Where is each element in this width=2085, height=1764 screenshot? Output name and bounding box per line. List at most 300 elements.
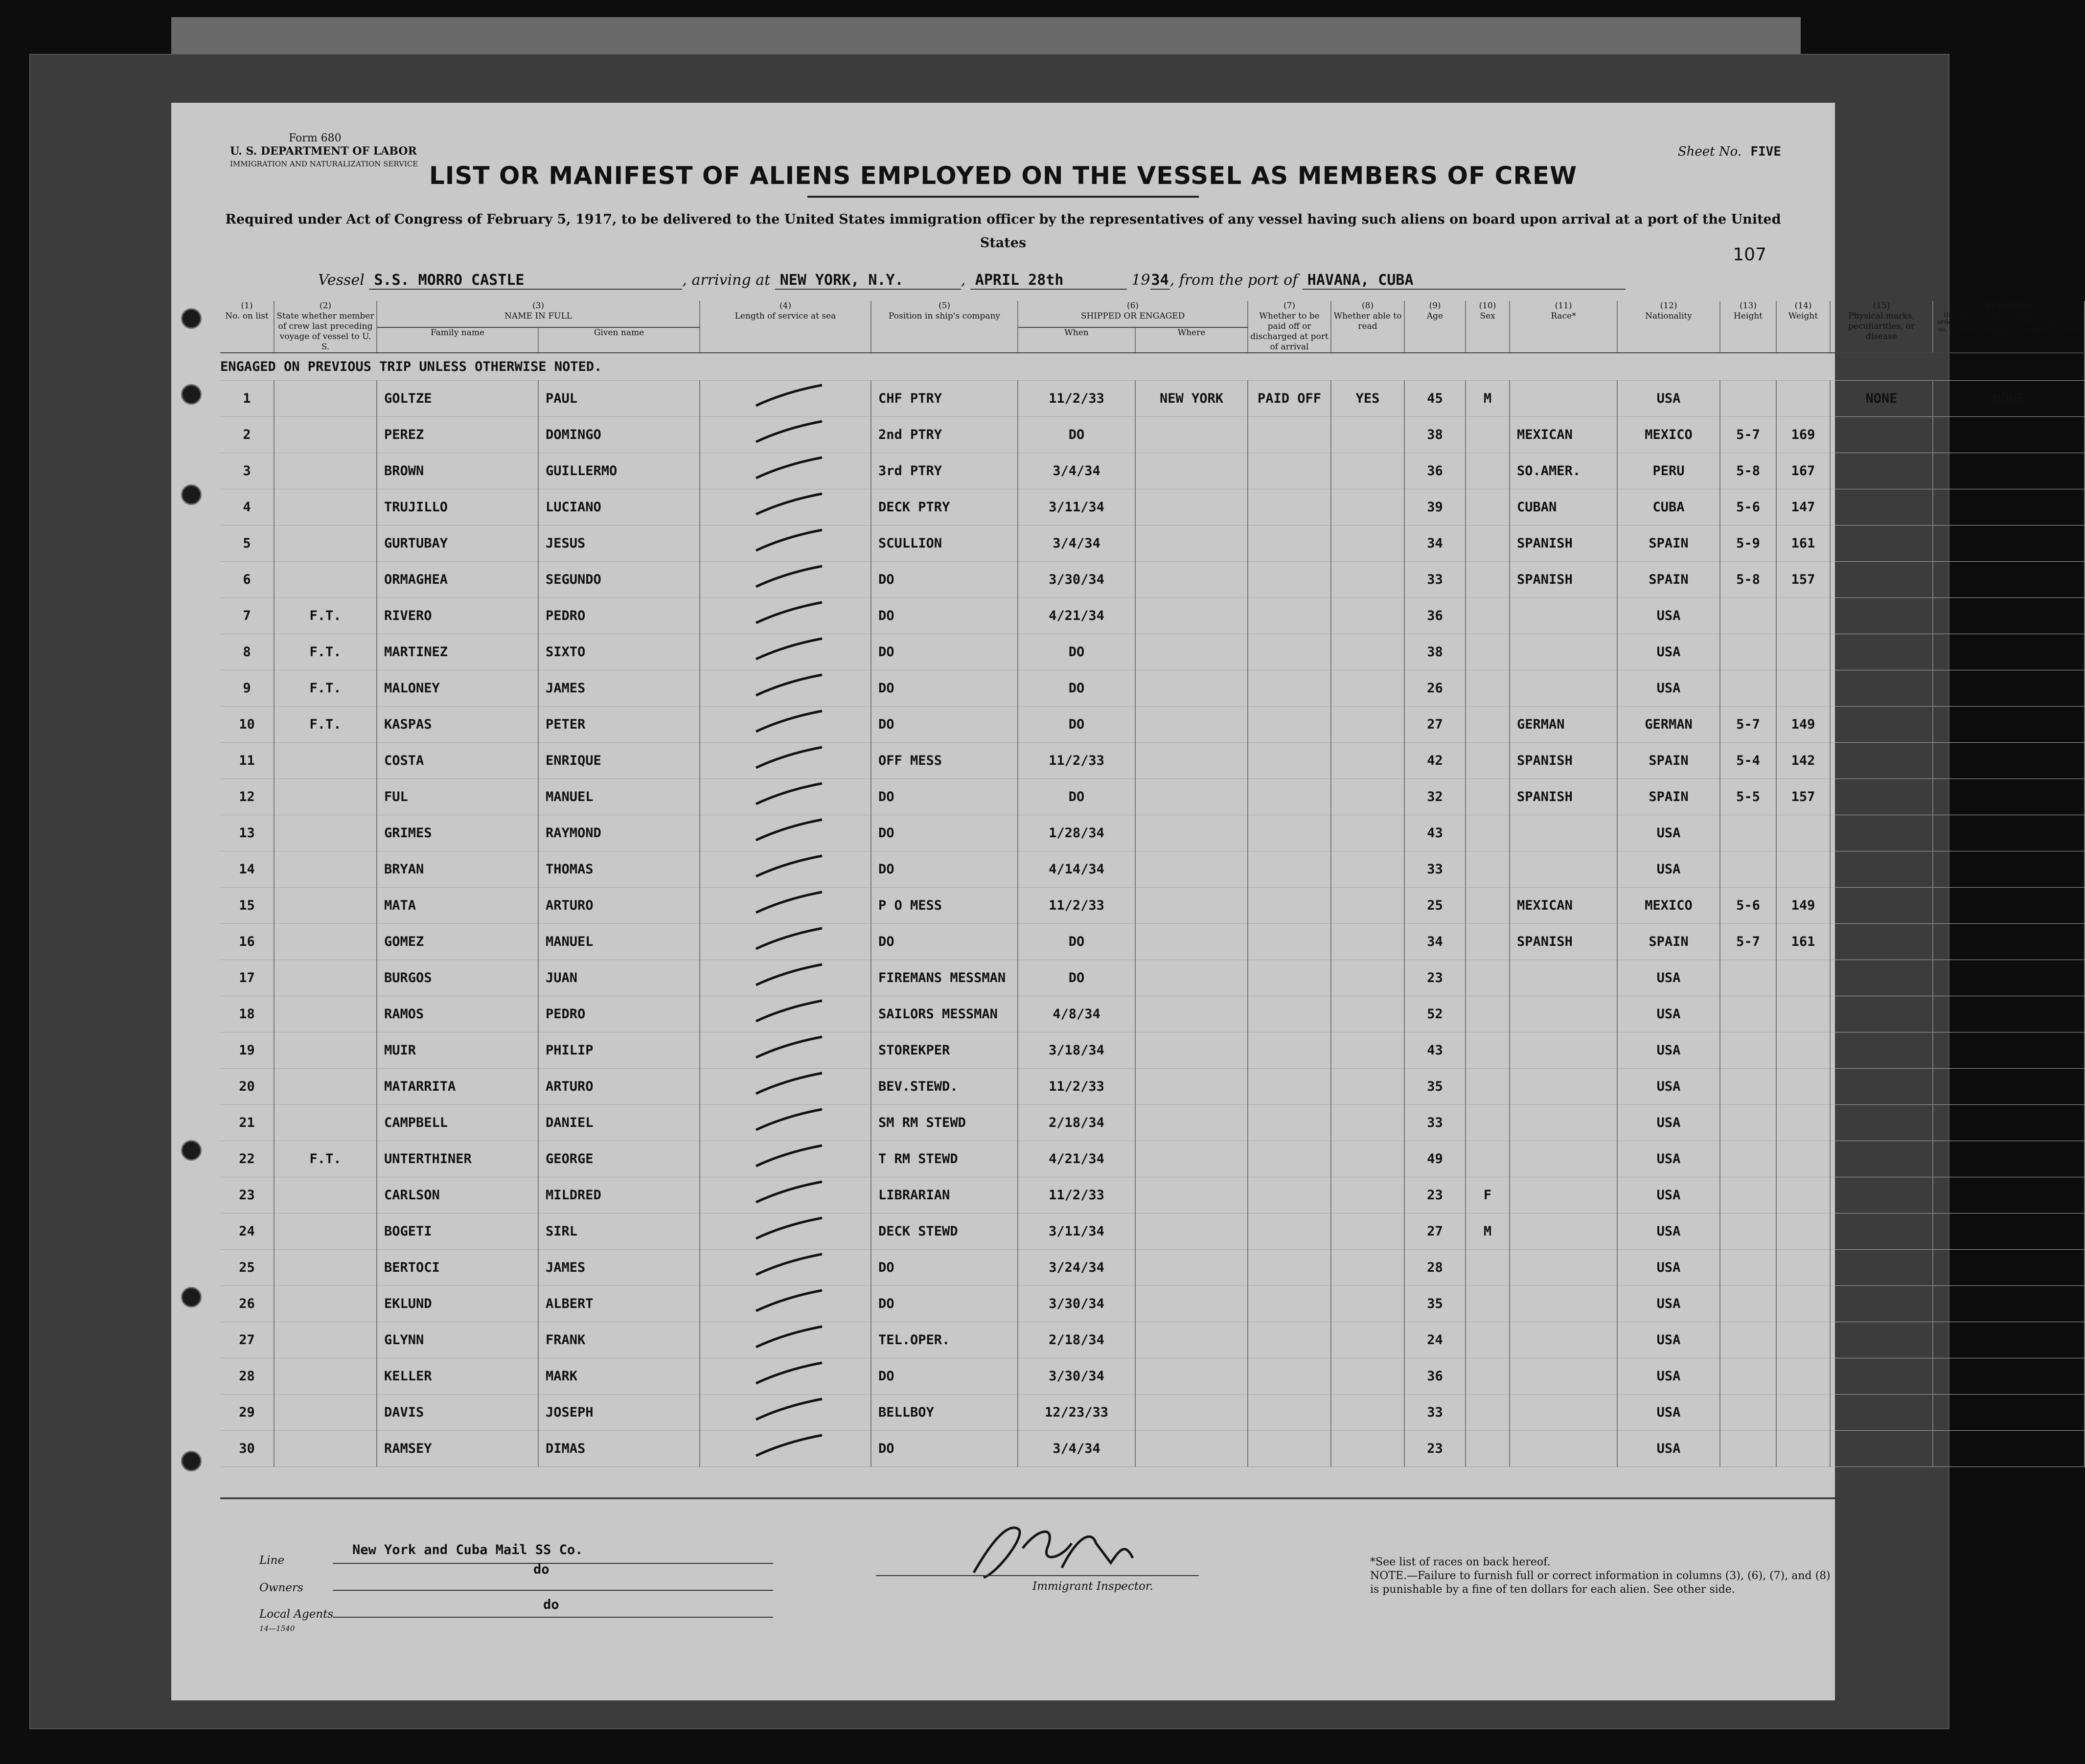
- cell-family-name: GOMEZ: [377, 924, 538, 960]
- cell-family-name: CARLSON: [377, 1177, 538, 1214]
- service-check-mark: [700, 1286, 871, 1322]
- cell-row-state: [274, 888, 377, 924]
- cell-row-state: [274, 960, 377, 996]
- cell-paid-off: [1248, 1395, 1331, 1431]
- sheet-value: FIVE: [1750, 144, 1781, 159]
- cell-given-name: PETER: [538, 707, 700, 743]
- cell-position: DO: [871, 851, 1018, 888]
- cell-age: 38: [1404, 417, 1466, 453]
- cell-height: [1720, 1105, 1776, 1141]
- cell-family-name: KELLER: [377, 1358, 538, 1395]
- cell-shipped-where: [1135, 707, 1248, 743]
- table-row: [220, 634, 2085, 670]
- cell-family-name: FUL: [377, 779, 538, 815]
- owners-label: Owners: [259, 1581, 303, 1594]
- cell-weight: [1776, 1286, 1830, 1322]
- cell-sex: [1466, 960, 1510, 996]
- cell-able-to-read: [1331, 1069, 1404, 1105]
- cell-nationality: MEXICO: [1617, 417, 1720, 453]
- cell-given-name: JAMES: [538, 670, 700, 707]
- cell-race: [1510, 1286, 1617, 1322]
- cell-weight: 142: [1776, 743, 1830, 779]
- cell-race: [1510, 634, 1617, 670]
- cell-able-to-read: [1331, 1322, 1404, 1358]
- cell-row-number: 14: [220, 851, 274, 888]
- cell-position: DO: [871, 598, 1018, 634]
- cell-nationality: USA: [1617, 1141, 1720, 1177]
- cell-given-name: JESUS: [538, 526, 700, 562]
- cell-row-number: 9: [220, 670, 274, 707]
- cell-shipped-where: [1135, 996, 1248, 1032]
- cell-nationality: USA: [1617, 1032, 1720, 1069]
- cell-given-name: ALBERT: [538, 1286, 700, 1322]
- cell-position: FIREMANS MESSMAN: [871, 960, 1018, 996]
- cell-race: MEXICAN: [1510, 888, 1617, 924]
- cell-age: 42: [1404, 743, 1466, 779]
- cell-able-to-read: [1331, 1214, 1404, 1250]
- cell-shipped-when: 12/23/33: [1018, 1395, 1135, 1431]
- agents-underline: [333, 1617, 773, 1618]
- cell-row-state: F.T.: [274, 670, 377, 707]
- line-underline: [333, 1563, 773, 1564]
- cell-age: 36: [1404, 598, 1466, 634]
- cell-position: DO: [871, 707, 1018, 743]
- service-check-mark: [700, 670, 871, 707]
- cell-nationality: USA: [1617, 1431, 1720, 1467]
- cell-shipped-when: 3/4/34: [1018, 1431, 1135, 1467]
- cell-height: [1720, 1250, 1776, 1286]
- cell-sex: [1466, 1286, 1510, 1322]
- cell-row-state: F.T.: [274, 634, 377, 670]
- cell-family-name: MARTINEZ: [377, 634, 538, 670]
- cell-nationality: SPAIN: [1617, 526, 1720, 562]
- cell-row-state: F.T.: [274, 1141, 377, 1177]
- crew-table: [220, 301, 2085, 1467]
- service-check-mark: [700, 1105, 871, 1141]
- cell-able-to-read: [1331, 526, 1404, 562]
- cell-shipped-where: [1135, 1358, 1248, 1395]
- cell-race: [1510, 381, 1617, 417]
- cell-shipped-when: 4/14/34: [1018, 851, 1135, 888]
- cell-position: 3rd PTRY: [871, 453, 1018, 489]
- table-row: [220, 1177, 2085, 1214]
- cell-weight: [1776, 1141, 1830, 1177]
- cell-able-to-read: [1331, 996, 1404, 1032]
- cell-nationality: CUBA: [1617, 489, 1720, 526]
- cell-race: SPANISH: [1510, 743, 1617, 779]
- cell-position: DO: [871, 1286, 1018, 1322]
- cell-weight: [1776, 1431, 1830, 1467]
- cell-shipped-where: [1135, 743, 1248, 779]
- cell-row-number: 12: [220, 779, 274, 815]
- cell-nationality: USA: [1617, 851, 1720, 888]
- cell-shipped-when: 4/21/34: [1018, 1141, 1135, 1177]
- cell-able-to-read: [1331, 851, 1404, 888]
- service-check-mark: [700, 996, 871, 1032]
- where-subheader: Where: [1135, 327, 1248, 353]
- cell-age: 34: [1404, 526, 1466, 562]
- cell-given-name: MANUEL: [538, 779, 700, 815]
- cell-position: DO: [871, 634, 1018, 670]
- cell-race: SPANISH: [1510, 526, 1617, 562]
- cell-able-to-read: [1331, 1395, 1404, 1431]
- arrival-date: APRIL 28th: [970, 272, 1127, 290]
- cell-row-number: 16: [220, 924, 274, 960]
- service-check-mark: [700, 562, 871, 598]
- year-prefix: 19: [1131, 272, 1150, 289]
- cell-sex: [1466, 996, 1510, 1032]
- cell-remarks: [1933, 1395, 2085, 1431]
- cell-able-to-read: [1331, 1105, 1404, 1141]
- cell-physical-marks: [1830, 1141, 1933, 1177]
- cell-physical-marks: [1830, 815, 1933, 851]
- cell-age: 33: [1404, 562, 1466, 598]
- cell-weight: 149: [1776, 707, 1830, 743]
- cell-height: [1720, 598, 1776, 634]
- cell-paid-off: [1248, 1358, 1331, 1395]
- cell-shipped-where: [1135, 924, 1248, 960]
- service-check-mark: [700, 1069, 871, 1105]
- cell-family-name: BOGETI: [377, 1214, 538, 1250]
- cell-sex: [1466, 1032, 1510, 1069]
- cell-shipped-when: 3/4/34: [1018, 526, 1135, 562]
- cell-able-to-read: [1331, 1250, 1404, 1286]
- table-row: [220, 526, 2085, 562]
- cell-race: [1510, 1177, 1617, 1214]
- cell-given-name: DIMAS: [538, 1431, 700, 1467]
- cell-row-state: [274, 815, 377, 851]
- cell-given-name: SEGUNDO: [538, 562, 700, 598]
- cell-remarks: [1933, 1214, 2085, 1250]
- cell-physical-marks: [1830, 743, 1933, 779]
- service-check-mark: [700, 598, 871, 634]
- cell-row-state: [274, 1322, 377, 1358]
- cell-position: 2nd PTRY: [871, 417, 1018, 453]
- table-row: [220, 851, 2085, 888]
- manifest-page: [171, 103, 2080, 1700]
- cell-physical-marks: [1830, 851, 1933, 888]
- cell-weight: [1776, 670, 1830, 707]
- cell-sex: [1466, 779, 1510, 815]
- cell-shipped-where: [1135, 489, 1248, 526]
- cell-shipped-when: 11/2/33: [1018, 1069, 1135, 1105]
- cell-position: DO: [871, 670, 1018, 707]
- line-value: New York and Cuba Mail SS Co.: [352, 1542, 583, 1558]
- cell-nationality: PERU: [1617, 453, 1720, 489]
- cell-given-name: ARTURO: [538, 888, 700, 924]
- cell-sex: [1466, 1069, 1510, 1105]
- cell-physical-marks: [1830, 996, 1933, 1032]
- cell-position: DO: [871, 779, 1018, 815]
- cell-nationality: GERMAN: [1617, 707, 1720, 743]
- cell-given-name: GUILLERMO: [538, 453, 700, 489]
- cell-remarks: [1933, 670, 2085, 707]
- cell-able-to-read: [1331, 1358, 1404, 1395]
- table-row: [220, 1214, 2085, 1250]
- cell-able-to-read: [1331, 1177, 1404, 1214]
- cell-height: [1720, 960, 1776, 996]
- cell-paid-off: [1248, 598, 1331, 634]
- cell-row-number: 25: [220, 1250, 274, 1286]
- cell-age: 43: [1404, 1032, 1466, 1069]
- cell-height: [1720, 1032, 1776, 1069]
- cell-race: [1510, 1250, 1617, 1286]
- cell-height: [1720, 1322, 1776, 1358]
- cell-race: [1510, 851, 1617, 888]
- cell-nationality: USA: [1617, 1286, 1720, 1322]
- cell-shipped-when: 1/28/34: [1018, 815, 1135, 851]
- cell-shipped-when: DO: [1018, 634, 1135, 670]
- cell-age: 27: [1404, 1214, 1466, 1250]
- cell-family-name: RAMSEY: [377, 1431, 538, 1467]
- cell-position: LIBRARIAN: [871, 1177, 1018, 1214]
- cell-shipped-where: [1135, 1032, 1248, 1069]
- cell-given-name: JUAN: [538, 960, 700, 996]
- cell-height: [1720, 851, 1776, 888]
- cell-height: [1720, 634, 1776, 670]
- agents-label: Local Agents: [259, 1608, 334, 1621]
- cell-sex: [1466, 453, 1510, 489]
- cell-paid-off: [1248, 417, 1331, 453]
- cell-age: 38: [1404, 634, 1466, 670]
- cell-row-state: [274, 1105, 377, 1141]
- cell-family-name: RAMOS: [377, 996, 538, 1032]
- cell-remarks: [1933, 851, 2085, 888]
- races-note: *See list of races on back hereof.: [1370, 1556, 1551, 1568]
- cell-family-name: KASPAS: [377, 707, 538, 743]
- cell-race: SO.AMER.: [1510, 453, 1617, 489]
- cell-remarks: [1933, 1250, 2085, 1286]
- cell-row-number: 27: [220, 1322, 274, 1358]
- cell-physical-marks: [1830, 526, 1933, 562]
- cell-sex: [1466, 634, 1510, 670]
- cell-shipped-when: 2/18/34: [1018, 1105, 1135, 1141]
- cell-height: [1720, 1141, 1776, 1177]
- cell-shipped-where: [1135, 1322, 1248, 1358]
- cell-nationality: USA: [1617, 960, 1720, 996]
- cell-height: [1720, 1395, 1776, 1431]
- cell-row-number: 26: [220, 1286, 274, 1322]
- cell-able-to-read: [1331, 1431, 1404, 1467]
- cell-family-name: MALONEY: [377, 670, 538, 707]
- cell-row-state: [274, 562, 377, 598]
- col-no-header: (1) No. on list: [220, 301, 274, 353]
- table-row: [220, 562, 2085, 598]
- cell-shipped-where: [1135, 598, 1248, 634]
- cell-nationality: USA: [1617, 1395, 1720, 1431]
- cell-family-name: GRIMES: [377, 815, 538, 851]
- cell-weight: 149: [1776, 888, 1830, 924]
- cell-paid-off: [1248, 489, 1331, 526]
- cell-shipped-when: DO: [1018, 417, 1135, 453]
- table-row: [220, 1358, 2085, 1395]
- cell-remarks: [1933, 1032, 2085, 1069]
- cell-age: 39: [1404, 489, 1466, 526]
- cell-family-name: CAMPBELL: [377, 1105, 538, 1141]
- cell-weight: [1776, 1214, 1830, 1250]
- cell-able-to-read: [1331, 924, 1404, 960]
- cell-paid-off: [1248, 1105, 1331, 1141]
- service-check-mark: [700, 1177, 871, 1214]
- cell-family-name: EKLUND: [377, 1286, 538, 1322]
- footer-notes: [1370, 1556, 1840, 1597]
- cell-nationality: SPAIN: [1617, 562, 1720, 598]
- cell-row-state: [274, 1286, 377, 1322]
- table-row: [220, 598, 2085, 634]
- cell-shipped-where: [1135, 1141, 1248, 1177]
- cell-shipped-where: [1135, 888, 1248, 924]
- cell-family-name: MUIR: [377, 1032, 538, 1069]
- service-check-mark: [700, 1250, 871, 1286]
- page-title: LIST OR MANIFEST OF ALIENS EMPLOYED ON THE VESSEL AS MEMBERS OF CREW: [429, 161, 1578, 190]
- cell-paid-off: [1248, 707, 1331, 743]
- cell-height: [1720, 996, 1776, 1032]
- table-row: [220, 707, 2085, 743]
- cell-race: [1510, 1322, 1617, 1358]
- cell-row-number: 19: [220, 1032, 274, 1069]
- cell-given-name: MANUEL: [538, 924, 700, 960]
- cell-height: 5-5: [1720, 779, 1776, 815]
- col-shipped-header: (6) SHIPPED OR ENGAGED: [1018, 301, 1248, 327]
- cell-age: 33: [1404, 851, 1466, 888]
- cell-physical-marks: [1830, 1431, 1933, 1467]
- cell-shipped-when: 2/18/34: [1018, 1322, 1135, 1358]
- cell-paid-off: [1248, 1069, 1331, 1105]
- cell-physical-marks: NONE: [1830, 381, 1933, 417]
- cell-able-to-read: [1331, 562, 1404, 598]
- cell-age: 33: [1404, 1395, 1466, 1431]
- cell-shipped-when: 3/30/34: [1018, 1358, 1135, 1395]
- cell-row-state: [274, 1177, 377, 1214]
- cell-physical-marks: [1830, 1358, 1933, 1395]
- cell-position: OFF MESS: [871, 743, 1018, 779]
- table-row: [220, 1141, 2085, 1177]
- cell-sex: [1466, 598, 1510, 634]
- cell-age: 32: [1404, 779, 1466, 815]
- cell-able-to-read: [1331, 960, 1404, 996]
- cell-sex: [1466, 562, 1510, 598]
- service-check-mark: [700, 743, 871, 779]
- cell-nationality: USA: [1617, 634, 1720, 670]
- service-check-mark: [700, 453, 871, 489]
- cell-able-to-read: YES: [1331, 381, 1404, 417]
- cell-position: DO: [871, 562, 1018, 598]
- cell-paid-off: [1248, 924, 1331, 960]
- cell-row-state: [274, 924, 377, 960]
- cell-weight: 169: [1776, 417, 1830, 453]
- cell-given-name: SIXTO: [538, 634, 700, 670]
- cell-family-name: GURTUBAY: [377, 526, 538, 562]
- cell-race: MEXICAN: [1510, 417, 1617, 453]
- cell-remarks: [1933, 1177, 2085, 1214]
- cell-remarks: [1933, 598, 2085, 634]
- cell-physical-marks: [1830, 1214, 1933, 1250]
- service-name: IMMIGRATION AND NATURALIZATION SERVICE: [230, 160, 418, 168]
- cell-height: [1720, 1177, 1776, 1214]
- service-check-mark: [700, 1358, 871, 1395]
- given-name-subheader: Given name: [538, 327, 700, 353]
- cell-shipped-where: [1135, 1250, 1248, 1286]
- cell-sex: [1466, 888, 1510, 924]
- cell-weight: [1776, 1105, 1830, 1141]
- col-state-header: (2) State whether member of crew last preceding voyage of vessel to U. S.: [274, 301, 377, 353]
- cell-height: [1720, 1358, 1776, 1395]
- cell-height: 5-6: [1720, 888, 1776, 924]
- arrival-year: 34: [1151, 272, 1169, 289]
- cell-remarks: [1933, 924, 2085, 960]
- cell-weight: 167: [1776, 453, 1830, 489]
- cell-shipped-where: [1135, 779, 1248, 815]
- service-check-mark: [700, 1322, 871, 1358]
- cell-nationality: USA: [1617, 1177, 1720, 1214]
- cell-nationality: MEXICO: [1617, 888, 1720, 924]
- cell-nationality: SPAIN: [1617, 924, 1720, 960]
- cell-row-number: 10: [220, 707, 274, 743]
- cell-position: DECK STEWD: [871, 1214, 1018, 1250]
- cell-weight: [1776, 1032, 1830, 1069]
- cell-row-number: 17: [220, 960, 274, 996]
- cell-race: [1510, 598, 1617, 634]
- punch-hole: [181, 484, 202, 505]
- cell-race: GERMAN: [1510, 707, 1617, 743]
- service-check-mark: [700, 1214, 871, 1250]
- cell-row-number: 24: [220, 1214, 274, 1250]
- cell-weight: 157: [1776, 779, 1830, 815]
- cell-weight: [1776, 815, 1830, 851]
- cell-row-number: 22: [220, 1141, 274, 1177]
- cell-remarks: [1933, 1431, 2085, 1467]
- cell-sex: [1466, 924, 1510, 960]
- service-check-mark: [700, 417, 871, 453]
- cell-race: [1510, 1141, 1617, 1177]
- table-row: [220, 1069, 2085, 1105]
- cell-weight: [1776, 1358, 1830, 1395]
- cell-position: DO: [871, 924, 1018, 960]
- cell-able-to-read: [1331, 489, 1404, 526]
- cell-shipped-when: 3/11/34: [1018, 489, 1135, 526]
- cell-weight: 161: [1776, 924, 1830, 960]
- service-check-mark: [700, 707, 871, 743]
- cell-sex: [1466, 1250, 1510, 1286]
- cell-paid-off: [1248, 851, 1331, 888]
- cell-weight: [1776, 851, 1830, 888]
- cell-height: 5-8: [1720, 453, 1776, 489]
- cell-weight: 161: [1776, 526, 1830, 562]
- service-check-mark: [700, 888, 871, 924]
- cell-sex: [1466, 1395, 1510, 1431]
- department-name: U. S. DEPARTMENT OF LABOR: [230, 145, 417, 158]
- cell-weight: [1776, 960, 1830, 996]
- cell-row-number: 4: [220, 489, 274, 526]
- cell-age: 36: [1404, 1358, 1466, 1395]
- cell-sex: [1466, 1322, 1510, 1358]
- cell-sex: [1466, 1105, 1510, 1141]
- cell-nationality: USA: [1617, 815, 1720, 851]
- service-check-mark: [700, 1431, 871, 1467]
- cell-physical-marks: [1830, 453, 1933, 489]
- cell-remarks: [1933, 1105, 2085, 1141]
- cell-sex: [1466, 815, 1510, 851]
- service-check-mark: [700, 634, 871, 670]
- title-underline: [807, 196, 1199, 198]
- service-check-mark: [700, 924, 871, 960]
- cell-row-state: [274, 1250, 377, 1286]
- cell-height: 5-4: [1720, 743, 1776, 779]
- cell-age: 36: [1404, 453, 1466, 489]
- service-check-mark: [700, 1141, 871, 1177]
- cell-row-state: [274, 381, 377, 417]
- cell-given-name: DOMINGO: [538, 417, 700, 453]
